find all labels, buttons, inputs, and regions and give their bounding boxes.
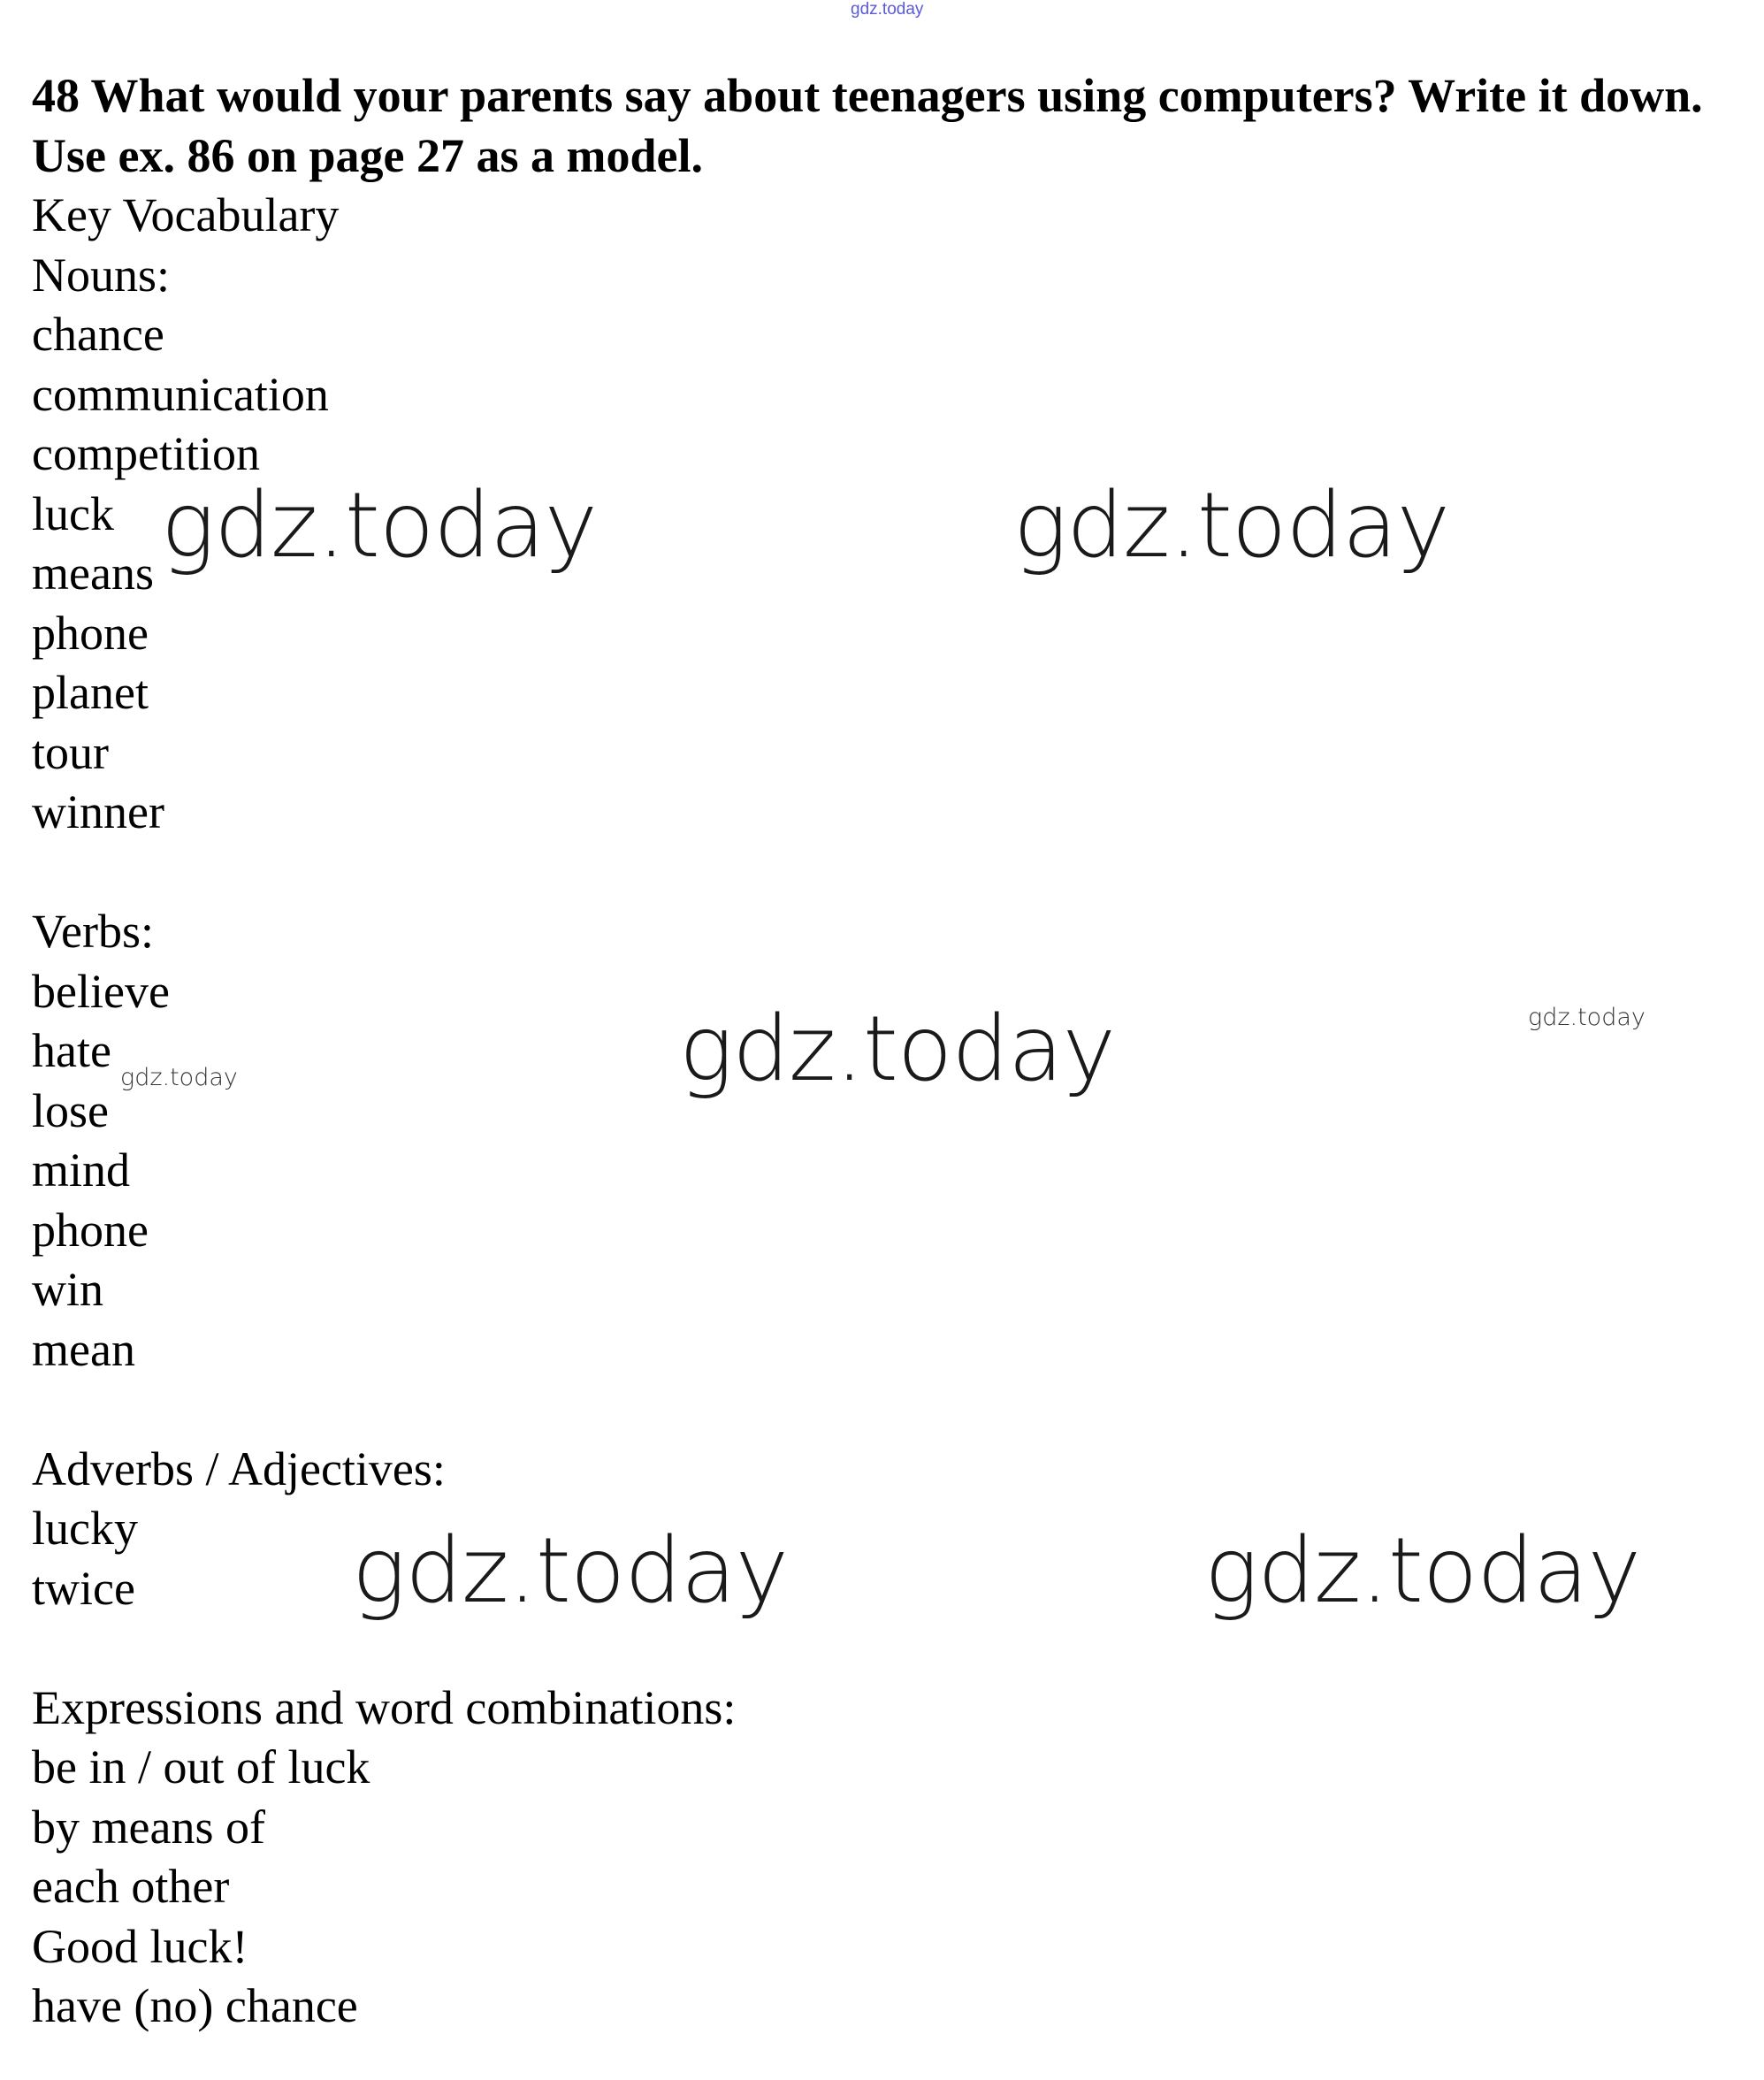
expression-item: have (no) chance (32, 1979, 358, 2032)
section-gap (32, 1618, 1730, 1679)
section-gap (32, 1380, 1730, 1440)
noun-item: winner (32, 785, 164, 838)
verb-item: lose (32, 1083, 109, 1137)
key-vocabulary-label: Key Vocabulary (32, 188, 340, 241)
expression-item: by means of (32, 1800, 265, 1854)
watermark: gdz.today (679, 997, 1115, 1102)
expression-item: each other (32, 1860, 230, 1913)
watermark: gdz.today (1528, 1004, 1646, 1031)
noun-item: luck (32, 486, 114, 540)
verb-item: believe (32, 964, 170, 1018)
noun-item: tour (32, 725, 109, 779)
expression-item: be in / out of luck (32, 1740, 370, 1793)
expressions-label: Expressions and word combinations: (32, 1680, 737, 1734)
watermark: gdz.today (1204, 1518, 1640, 1624)
noun-item: communication (32, 367, 329, 421)
verb-item: win (32, 1263, 103, 1316)
exercise-heading: 48 What would your parents say about teenagers using computers? Write it down. Use ex. 86 on page 27 as a model. (32, 69, 1703, 182)
top-watermark: gdz.today (851, 0, 924, 19)
noun-item: phone (32, 606, 149, 660)
verb-item: mean (32, 1322, 135, 1376)
noun-item: competition (32, 427, 260, 480)
noun-item: planet (32, 666, 149, 719)
verb-item: hate (32, 1024, 111, 1077)
expression-item: Good luck! (32, 1919, 248, 1973)
section-gap (32, 843, 1730, 903)
verb-item: phone (32, 1203, 149, 1257)
noun-item: chance (32, 308, 164, 361)
noun-item: means (32, 547, 154, 600)
adverb-adjective-item: twice (32, 1561, 135, 1615)
adverbs-adjectives-label: Adverbs / Adjectives: (32, 1441, 446, 1495)
nouns-label: Nouns: (32, 248, 171, 302)
watermark: gdz.today (161, 473, 597, 578)
adverb-adjective-item: lucky (32, 1502, 138, 1555)
verb-item: mind (32, 1143, 131, 1197)
verbs-label: Verbs: (32, 905, 154, 958)
watermark: gdz.today (1013, 473, 1449, 578)
watermark: gdz.today (352, 1518, 788, 1624)
watermark: gdz.today (120, 1064, 238, 1091)
